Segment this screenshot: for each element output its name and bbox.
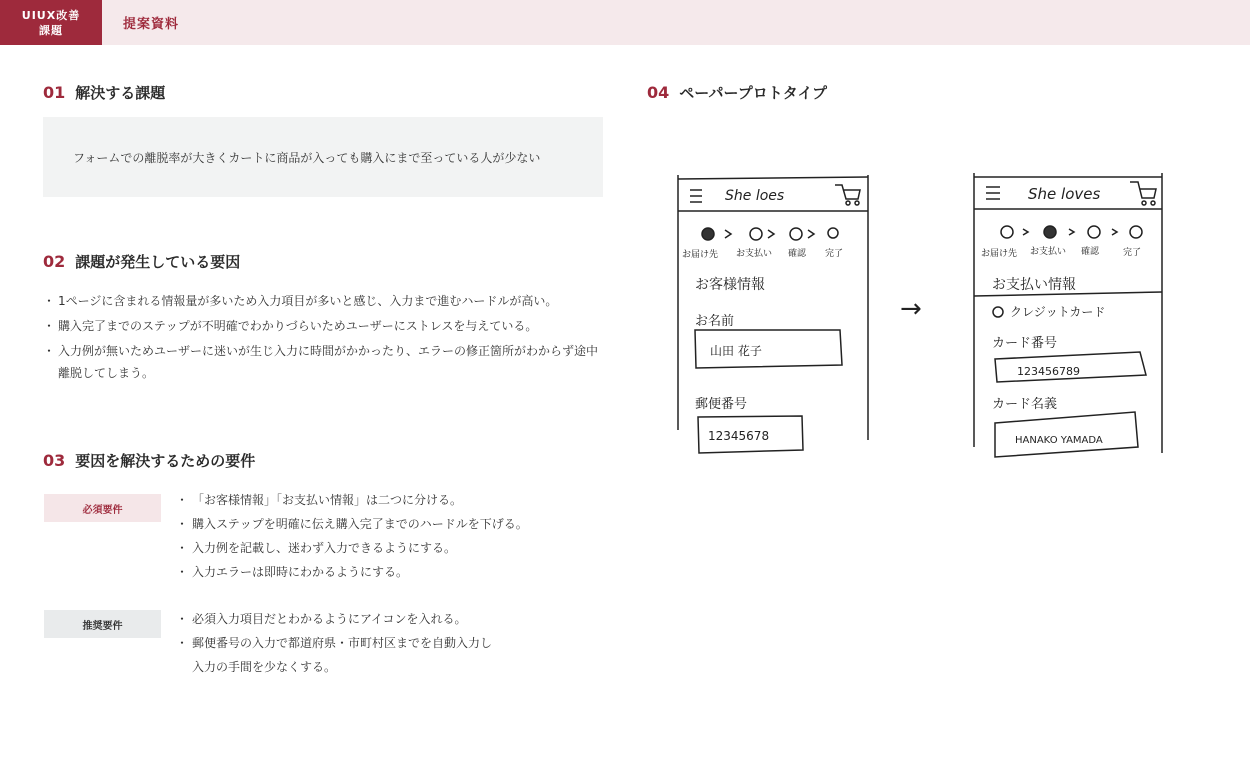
- step-dot: [1130, 226, 1142, 238]
- radio-icon: [993, 307, 1003, 317]
- field-value: 123456789: [1017, 365, 1080, 378]
- step-label: お支払い: [736, 249, 773, 259]
- step-dot: [790, 228, 802, 240]
- list-item: ・ 入力エラーは即時にわかるようにする。: [180, 561, 528, 585]
- menu-icon: [986, 187, 1000, 199]
- required-list: [180, 489, 528, 585]
- step-arrows: [1023, 229, 1117, 235]
- section-01-heading: [43, 82, 165, 103]
- section-title: 課題が発生している要因: [75, 253, 241, 271]
- step-dot-active: [702, 228, 714, 240]
- section-number: 01: [43, 83, 66, 102]
- section-title: 要因を解決するための要件: [75, 452, 256, 470]
- list-item: 入力の手間を少なくする。: [192, 660, 337, 674]
- section-02-heading: [43, 251, 240, 272]
- field-label: お名前: [695, 314, 735, 329]
- list-item: ・ 1ページに含まれる情報量が多いため入力項目が多いと感じ、入力まで進むハードルが高い。: [45, 290, 605, 312]
- flow-arrow: →: [900, 294, 922, 324]
- step-dot: [1088, 226, 1100, 238]
- cart-icon: [835, 185, 860, 205]
- field-value: 山田 花子: [710, 344, 762, 358]
- step-label: 完了: [825, 249, 844, 259]
- section-title: ペーパープロトタイプ: [679, 84, 828, 102]
- step-dot: [750, 228, 762, 240]
- page-title: 提案資料: [123, 17, 180, 32]
- problem-text: フォームでの離脱率が大きくカートに商品が入っても購入にまで至っている人が少ない: [73, 150, 541, 165]
- brand-badge: [0, 0, 102, 45]
- step-label: お届け先: [682, 250, 719, 260]
- brand-line-2: 課題: [39, 23, 63, 37]
- paper-prototype-sketch: [670, 165, 1170, 465]
- list-item: ・ 購入ステップを明確に伝え購入完了までのハードルを下げる。: [180, 513, 528, 537]
- list-item: ・ 必須入力項目だとわかるようにアイコンを入れる。: [180, 608, 492, 632]
- field-label: カード名義: [992, 397, 1058, 412]
- step-dot-active: [1044, 226, 1056, 238]
- section-title: お支払い情報: [992, 277, 1076, 293]
- brand-line-1: UIUX改善: [21, 8, 81, 22]
- field-value: 12345678: [708, 429, 770, 443]
- app-name: She loves: [1028, 185, 1101, 203]
- section-04-heading: [647, 82, 827, 103]
- step-label: 確認: [1081, 247, 1100, 257]
- problem-statement: [43, 117, 603, 197]
- section-03-heading: [43, 450, 255, 471]
- recommended-list: [180, 608, 492, 680]
- list-item: ・ 入力例を記載し、迷わず入力できるようにする。: [180, 537, 528, 561]
- step-label: 完了: [1123, 248, 1142, 258]
- section-title: お客様情報: [695, 277, 765, 293]
- list-item: ・ 「お客様情報」「お支払い情報」は二つに分ける。: [180, 489, 528, 513]
- step-label: 確認: [788, 249, 807, 259]
- recommended-tag: 推奨要件: [44, 610, 161, 638]
- cause-list: [45, 290, 605, 387]
- field-label: カード番号: [992, 336, 1058, 351]
- required-tag: 必須要件: [44, 494, 161, 522]
- field-value: HANAKO YAMADA: [1015, 435, 1103, 446]
- menu-icon: [690, 190, 702, 202]
- step-dot: [828, 228, 838, 238]
- cart-icon: [1130, 182, 1156, 205]
- radio-label: クレジットカード: [1010, 305, 1106, 319]
- list-item: ・ 購入完了までのステップが不明確でわかりづらいためユーザーにストレスを与えている。: [45, 315, 605, 337]
- app-name: She loes: [725, 188, 785, 204]
- step-label: お支払い: [1030, 247, 1067, 257]
- section-number: 04: [647, 83, 670, 102]
- section-title: 解決する課題: [75, 84, 166, 102]
- section-number: 03: [43, 451, 66, 470]
- list-item: ・ 入力例が無いためユーザーに迷いが生じ入力に時間がかかったり、エラーの修正箇所がわからず途中離脱してしまう。: [45, 340, 605, 384]
- list-item: ・ 郵便番号の入力で都道府県・市町村区までを自動入力し: [180, 632, 492, 656]
- header-bar: [0, 0, 1250, 45]
- step-label: お届け先: [981, 249, 1018, 259]
- field-label: 郵便番号: [695, 397, 748, 412]
- step-dot-done: [1001, 226, 1013, 238]
- section-number: 02: [43, 252, 66, 271]
